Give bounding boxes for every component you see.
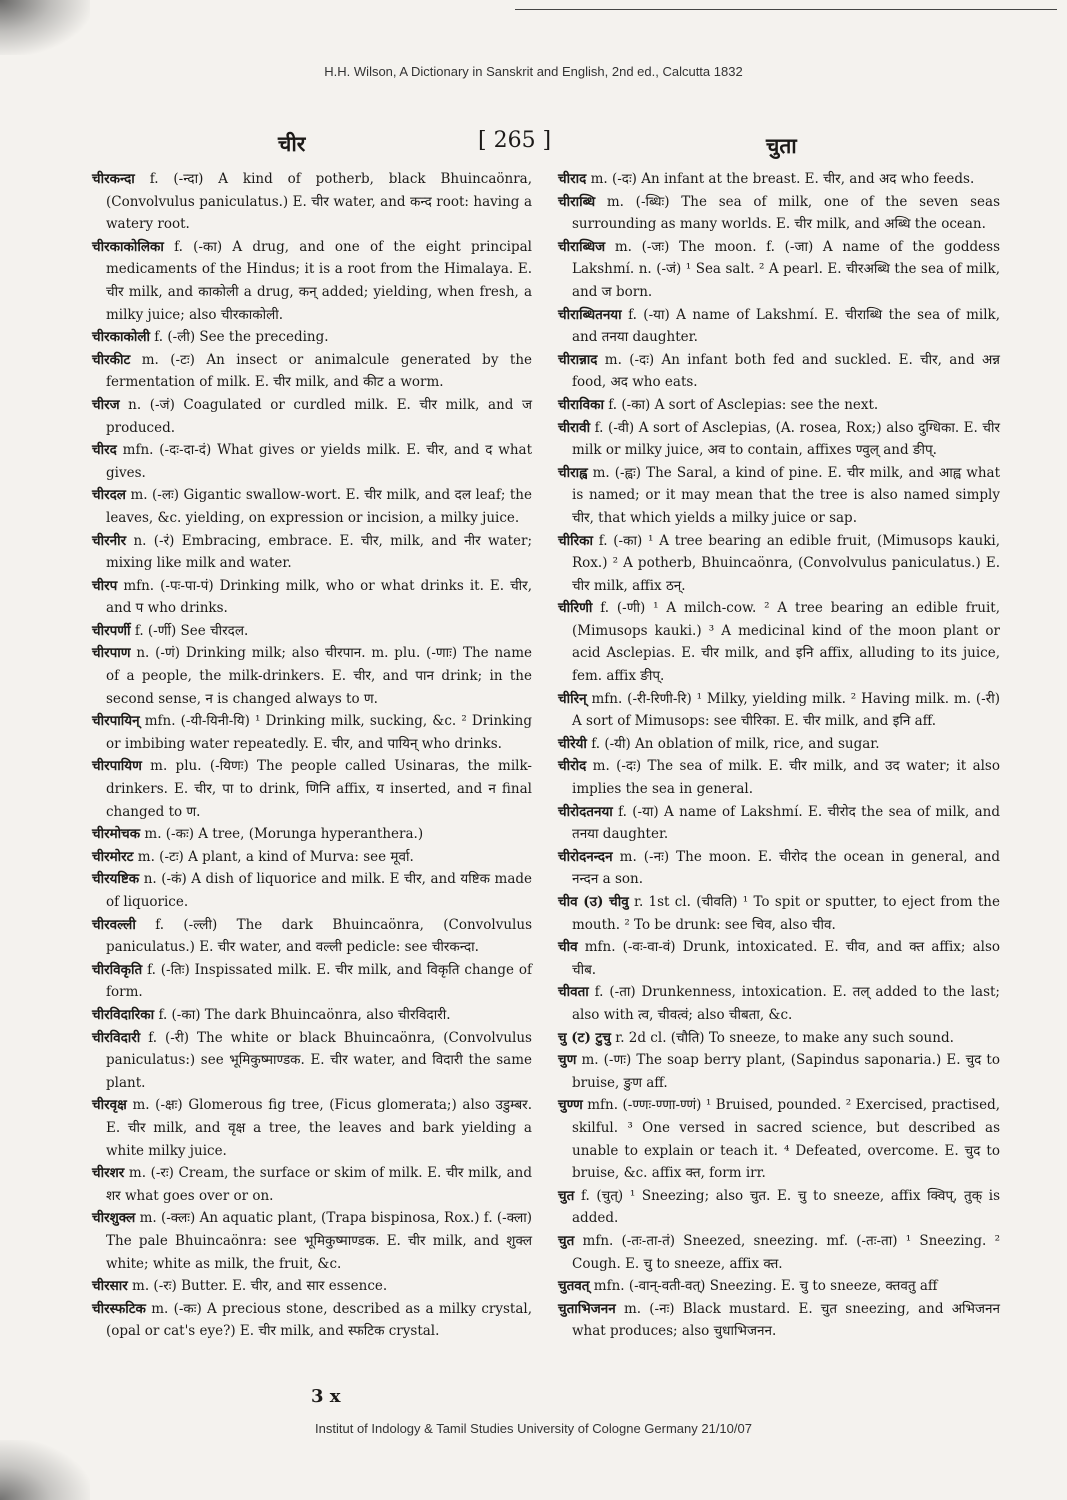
entry-headword: चुत <box>558 1187 575 1204</box>
dictionary-entry <box>92 755 532 823</box>
entry-headword: चुण्ण <box>558 1097 583 1114</box>
dictionary-entry <box>92 1094 532 1162</box>
entry-headword: चीरयष्टिक <box>92 871 140 888</box>
entry-headword: चीरसार <box>92 1278 128 1295</box>
entry-headword: चीरज <box>92 396 120 413</box>
entry-headword: चुत <box>558 1232 575 1249</box>
entry-headword: चीरावी <box>558 419 591 436</box>
dictionary-entry <box>558 394 1000 417</box>
entry-headword: चीराब्धिज <box>558 238 606 255</box>
entry-definition: mfn. (-वः-वा-वं) Drunk, intoxicated. E. चीव, and क्त affix; also चीब. <box>572 939 1000 978</box>
signature-mark: 3 x <box>311 1386 341 1407</box>
dictionary-entry <box>92 326 532 349</box>
entry-headword: चीरनीर <box>92 532 127 549</box>
entry-definition: n. (-रं) Embracing, embrace. E. चीर, milk, and नीर water; mixing like milk and water. <box>106 532 532 572</box>
entry-headword: चीरोद <box>558 758 587 775</box>
footer: Institut of Indology & Tamil Studies University of Cologne Germany 21/10/07 <box>315 1421 752 1436</box>
entry-definition: f. (-ता) Drunkenness, intoxication. E. तल् added to the last; also with त्व, चीवत्वं; also चीबता, &c. <box>572 984 1000 1023</box>
entry-headword: चीरकाकोली <box>92 329 150 346</box>
entry-definition: f. (-वी) A sort of Asclepias, (A. rosea, Rox;) also दुग्धिका. E. चीर milk or milky juice, अव to contain, affixes ण्वुल् and ङीप्. <box>572 419 1000 459</box>
dictionary-entry <box>558 688 1000 733</box>
entry-definition: m. (-लः) Gigantic swallow-wort. E. चीर milk, and दल leaf; the leaves, &c. yielding, on expression or incision, a milky juice. <box>106 487 532 526</box>
dictionary-entry <box>92 959 532 1004</box>
dictionary-entry <box>558 1298 1000 1343</box>
dictionary-entry <box>558 1275 1000 1298</box>
entry-definition: f. (-यी) An oblation of milk, rice, and sugar. <box>591 735 880 752</box>
entry-definition: f. (-र्णी) See चीरदल. <box>134 622 249 639</box>
entry-headword: चीरपायिन् <box>92 713 140 730</box>
entry-headword: चीरद <box>92 442 117 459</box>
entry-definition: f. (-या) A name of Lakshmí. E. चीराब्धि the sea of milk, and तनया daughter. <box>572 306 1000 346</box>
entry-headword: चीरविदारिका <box>92 1006 155 1023</box>
dictionary-entry <box>558 530 1000 598</box>
entry-headword: चीरदल <box>92 487 126 504</box>
entry-definition: f. (-या) A name of Lakshmí. E. चीरोद the sea of milk, and तनया daughter. <box>572 803 1000 843</box>
dictionary-entry <box>558 236 1000 304</box>
dictionary-entry <box>92 530 532 575</box>
entry-definition: mfn. (-री-रिणी-रि) ¹ Milky, yielding milk. ² Having milk. m. (-री) A sort of Mimusops: see चीरिका. E. चीर milk, and इनि aff. <box>572 690 1000 730</box>
left-column <box>92 168 532 1343</box>
entry-definition: f. (-का) A sort of Asclepias: see the next. <box>608 396 879 413</box>
dictionary-entry <box>92 349 532 394</box>
dictionary-entry <box>92 575 532 620</box>
entry-definition: m. (-टः) An insect or animalcule generated by the fermentation of milk. E. चीर milk, and कीट a worm. <box>106 351 532 391</box>
entry-definition: n. (-जं) Coagulated or curdled milk. E. चीर milk, and ज produced. <box>106 396 532 436</box>
entry-definition: mfn. (-दः-दा-दं) What gives or yields milk. E. चीर, and द what gives. <box>106 442 532 481</box>
running-head <box>0 122 1067 162</box>
dictionary-entry <box>558 304 1000 349</box>
dictionary-entry <box>92 168 532 236</box>
entry-headword: चीरपाण <box>92 645 131 662</box>
entry-headword: चीरोदतनया <box>558 803 613 820</box>
entry-definition: mfn. (-ण्णः-ण्णा-ण्णं) ¹ Bruised, pounded. ² Exercised, practised, skilful. ³ One versed in sacred science, but described as unable to explain or teach it. ⁴ Defeated, overcome. E. चुद to bruise, &c. affix क्त, form irr. <box>572 1097 1000 1182</box>
entry-headword: चीरकीट <box>92 351 131 368</box>
entry-headword: चीराब्धि <box>558 193 596 210</box>
dictionary-entry <box>92 868 532 913</box>
dictionary-entry <box>92 1298 532 1343</box>
entry-definition: f. (-न्दा) A kind of potherb, black Bhuincaönra, (Convolvulus paniculatus.) E. चीर water, and कन्द root: having a watery root. <box>106 171 533 233</box>
top-rule <box>515 9 1057 10</box>
entry-headword: चीरविदारी <box>92 1029 141 1046</box>
entry-headword: चुण <box>558 1052 577 1069</box>
entry-headword: चीराब्धितनया <box>558 306 622 323</box>
entry-definition: f. (-ल्ली) The dark Bhuincaönra, (Convolvulus paniculatus.) E. चीर water, and वल्ली pedicle: see चीरकन्दा. <box>106 916 532 956</box>
dictionary-entry <box>92 1004 532 1027</box>
dictionary-entry <box>558 349 1000 394</box>
dictionary-entry <box>558 936 1000 981</box>
entry-definition: m. (-नः) Black mustard. E. चुत sneezing, and अभिजनन what produces; also चुधाभिजनन. <box>572 1300 1001 1340</box>
entry-definition: m. (-रः) Butter. E. चीर, and सार essence. <box>132 1278 388 1295</box>
entry-definition: m. (-दः) An infant both fed and suckled. E. चीर, and अन्न food, अद who eats. <box>572 351 1000 391</box>
dictionary-entry <box>558 981 1000 1026</box>
dictionary-entry <box>558 891 1000 936</box>
dictionary-entry <box>558 597 1000 687</box>
dictionary-entry <box>558 846 1000 891</box>
entry-definition: f. (-तिः) Inspissated milk. E. चीर milk, and विकृति change of form. <box>106 961 532 1001</box>
entry-headword: चीरपर्णी <box>92 622 131 639</box>
entry-definition: m. (-दः) An infant at the breast. E. चीर, and अद who feeds. <box>590 171 975 187</box>
entry-definition: m. (-नः) The moon. E. चीरोद the ocean in general, and नन्दन a son. <box>572 848 1000 888</box>
entry-headword: चीरशुक्ल <box>92 1210 136 1227</box>
dictionary-entry <box>558 417 1000 462</box>
dictionary-entry <box>558 801 1000 846</box>
dictionary-entry <box>92 484 532 529</box>
entry-definition: m. (-क्षः) Glomerous fig tree, (Ficus glomerata;) also उडुम्बर. E. चीर milk, and वृक्ष a tree, the leaves and bark yielding a white milky juice. <box>106 1097 532 1159</box>
entry-headword: चीरविकृति <box>92 961 143 978</box>
entry-headword: चीरमोचक <box>92 826 141 843</box>
source-header: H.H. Wilson, A Dictionary in Sanskrit and English, 2nd ed., Calcutta 1832 <box>324 64 743 79</box>
entry-definition: m. (-ब्धिः) The sea of milk, one of the seven seas surrounding as many worlds. E. चीर milk, and अब्धि the ocean. <box>572 193 1000 233</box>
entry-definition: f. (-का) A drug, and one of the eight principal medicaments of the Hindus; it is a root from the Himalaya. E. चीर milk, and काकोली a drug, कन् added; yielding, when fresh, a milky juice; also चीरकाकोली. <box>106 238 532 323</box>
entry-headword: चीरान्नाद <box>558 351 598 368</box>
entry-definition: m. (-क्लः) An aquatic plant, (Trapa bispinosa, Rox.) f. (-क्ला) The pale Bhuincaönra: see भूमिकुष्माण्डक. E. चीर milk, and शुक्ल white; white as milk, the fruit, &c. <box>106 1210 532 1272</box>
entry-definition: mfn. (-यी-यिनी-यि) ¹ Drinking milk, sucking, &c. ² Drinking or imbibing water repeatedly. E. चीर, and पायिन् who drinks. <box>106 713 532 752</box>
dictionary-entry <box>558 462 1000 530</box>
entry-definition: m. plu. (-यिणः) The people called Usinaras, the milk-drinkers. E. चीर, पा to drink, णिनि affix, य inserted, and न final changed to ण. <box>106 758 532 820</box>
entry-definition: m. (-जः) The moon. f. (-जा) A name of the goddess Lakshmí. n. (-जं) ¹ Sea salt. ² A pearl. E. चीरअब्धि the sea of milk, and ज born. <box>572 238 1000 300</box>
entry-definition: mfn. (-वान्-वती-वत्) Sneezing. E. चु to sneeze, क्तवतु aff <box>593 1278 938 1295</box>
dictionary-entry <box>558 168 1000 191</box>
entry-headword: चु (ट) टुचु <box>558 1029 611 1046</box>
entry-definition: m. (-णः) The soap berry plant, (Sapindus saponaria.) E. चुद to bruise, ङुण aff. <box>572 1052 1000 1091</box>
entry-headword: चीरकन्दा <box>92 171 135 187</box>
entry-headword: चीरवल्ली <box>92 916 136 933</box>
entry-headword: चीराविका <box>558 396 604 413</box>
entry-headword: चीरिका <box>558 532 593 549</box>
dictionary-entry <box>92 1162 532 1207</box>
entry-definition: m. (-दः) The sea of milk. E. चीर milk, and उद water; it also implies the sea in general. <box>572 758 1000 798</box>
entry-headword: चीरपायिण <box>92 758 142 775</box>
dictionary-entry <box>92 914 532 959</box>
dictionary-entry <box>558 1230 1000 1275</box>
running-head-right: चुता <box>766 133 797 158</box>
entry-definition: r. 1st cl. (चीवति) ¹ To spit or sputter, to eject from the mouth. ² To be drunk: see चिव, also चीव. <box>572 894 1000 933</box>
entry-definition: f. (-का) The dark Bhuincaönra, also चीरविदारी. <box>158 1006 451 1023</box>
entry-definition: f. (-री) The white or black Bhuincaönra, (Convolvulus paniculatus:) see भूमिकुष्माण्डक. E. चीर water, and विदारी the same plant. <box>106 1029 532 1091</box>
entry-headword: चीरिणी <box>558 600 593 617</box>
running-head-left: चीर <box>278 131 306 156</box>
entry-headword: चीरिन् <box>558 690 587 707</box>
right-column <box>558 168 1000 1343</box>
entry-definition: mfn. (-तः-ता-तं) Sneezed, sneezing. mf. (-तः-ता) ¹ Sneezing. ² Cough. E. चु to sneeze, affix क्त. <box>572 1232 1000 1272</box>
dictionary-entry <box>558 755 1000 800</box>
entry-headword: चीरवृक्ष <box>92 1097 127 1114</box>
entry-definition: n. (-कं) A dish of liquorice and milk. E चीर, and यष्टिक made of liquorice. <box>106 871 532 910</box>
entry-definition: n. (-णं) Drinking milk; also चीरपान. m. plu. (-णाः) The name of a people, the milk-drinkers. E. चीर, and पान drink; in the second sense, न is changed always to ण. <box>106 645 532 707</box>
dictionary-entry <box>92 642 532 710</box>
dictionary-entry <box>558 733 1000 756</box>
entry-headword: चीराद <box>558 171 587 187</box>
entry-headword: चीवता <box>558 984 589 1001</box>
dictionary-entry <box>92 1275 532 1298</box>
scan-shadow-top-left <box>0 0 90 55</box>
entry-headword: चीव (उ) चीवु <box>558 894 629 910</box>
dictionary-entry <box>92 439 532 484</box>
entry-definition: m. (-रः) Cream, the surface or skim of milk. E. चीर milk, and शर what goes over or on. <box>106 1165 532 1204</box>
dictionary-entry <box>558 1094 1000 1184</box>
dictionary-entry <box>92 236 532 326</box>
entry-headword: चीरप <box>92 577 118 594</box>
dictionary-entry <box>558 1049 1000 1094</box>
entry-headword: चीरेयी <box>558 735 587 752</box>
entry-headword: चीराह्व <box>558 464 588 481</box>
entry-headword: चीव <box>558 939 578 956</box>
entry-headword: चीरकाकोलिका <box>92 238 164 255</box>
entry-headword: चीरशर <box>92 1165 125 1182</box>
entry-definition: m. (-टः) A plant, a kind of Murva: see मूर्वा. <box>137 848 414 865</box>
entry-definition: m. (-कः) A precious stone, described as a milky crystal, (opal or cat's eye?) E. चीर milk, and स्फटिक crystal. <box>106 1300 532 1340</box>
dictionary-entry <box>92 1027 532 1095</box>
dictionary-entry <box>558 191 1000 236</box>
dictionary-entry <box>92 620 532 643</box>
entry-headword: चीरस्फटिक <box>92 1300 146 1317</box>
entry-definition: mfn. (-पः-पा-पं) Drinking milk, who or what drinks it. E. चीर, and प who drinks. <box>106 577 532 617</box>
dictionary-entry <box>92 394 532 439</box>
entry-definition: m. (-ह्वः) The Saral, a kind of pine. E. चीर milk, and आह्व what is named; or it may mean that the tree is also named simply चीर, that which yields a milky juice or sap. <box>572 464 1000 526</box>
scan-shadow-bottom-left <box>0 1440 90 1500</box>
entry-definition: f. (-णी) ¹ A milch-cow. ² A tree bearing an edible fruit, (Mimusops kauki.) ³ A medicinal kind of the moon plant or acid Asclepias. E. चीर milk, and इनि affix, alluding to its juice, fem. affix ङीप्. <box>572 600 1000 685</box>
entry-definition: f. (-का) ¹ A tree bearing an edible fruit, (Mimusops kauki, Rox.) ² A potherb, Bhuincaönra, (Convolvulus paniculatus.) E. चीर milk, affix ठन्. <box>572 532 1000 594</box>
entry-headword: चीरोदनन्दन <box>558 848 613 865</box>
dictionary-entry <box>558 1185 1000 1230</box>
entry-headword: चुतवत् <box>558 1278 590 1295</box>
entry-definition: r. 2d cl. (चौति) To sneeze, to make any such sound. <box>615 1029 954 1046</box>
entry-definition: f. (चुत्) ¹ Sneezing; also चुत. E. चु to sneeze, affix क्विप्, तुक् is added. <box>572 1187 1000 1227</box>
dictionary-entry <box>92 823 532 846</box>
dictionary-entry <box>92 1207 532 1275</box>
dictionary-entry <box>558 1027 1000 1050</box>
entry-definition: m. (-कः) A tree, (Morunga hyperanthera.) <box>144 826 424 843</box>
entry-headword: चुताभिजनन <box>558 1300 616 1317</box>
dictionary-entry <box>92 846 532 869</box>
entry-headword: चीरमोरट <box>92 848 134 865</box>
dictionary-entry <box>92 710 532 755</box>
page-number: [ 265 ] <box>478 128 552 153</box>
entry-definition: f. (-ली) See the preceding. <box>154 329 329 346</box>
